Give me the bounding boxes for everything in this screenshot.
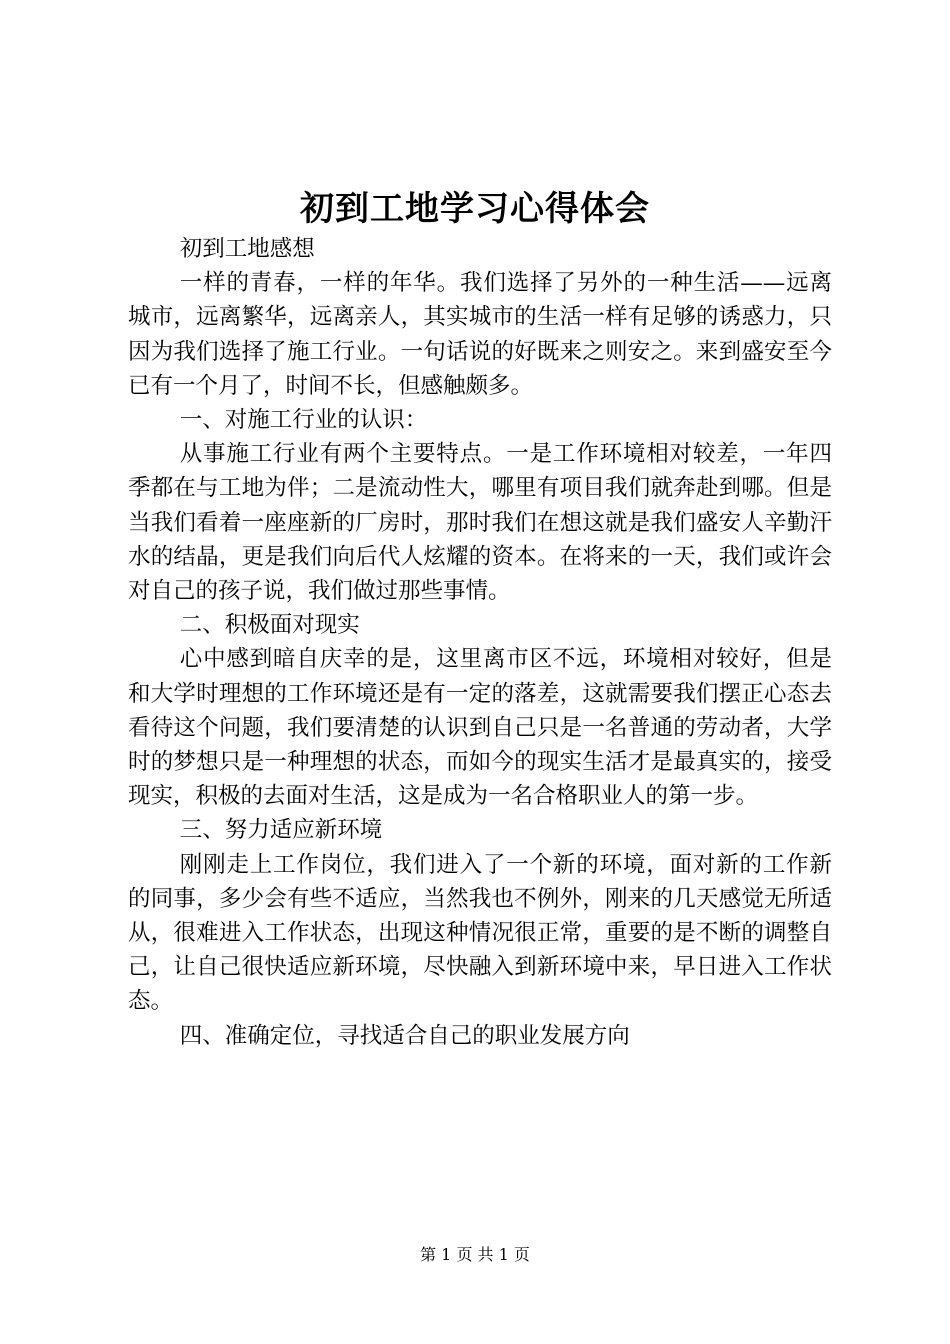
section-heading-2: 二、积极面对现实 [179,612,360,639]
section-heading-1: 一、对施工行业的认识： [179,407,428,434]
paragraph-section-1: 从事施工行业有两个主要特点。一是工作环境相对较差，一年四季都在与工地为伴；二是流动性大，哪里有项目我们就奔赴到哪。但是当我们看着一座座新的厂房时，那时我们在想这就是我们盛安人辛勤汗水的结晶，更是我们向后代人炫耀的资本。在将来的一天，我们或许会对自己的孩子说，我们做过那些事情。 [128,441,832,605]
page-number: 第 1 页 共 1 页 [420,1245,530,1264]
paragraph-intro: 一样的青春，一样的年华。我们选择了另外的一种生活——远离城市，远离繁华，远离亲人，其实城市的生活一样有足够的诱惑力，只因为我们选择了施工行业。一句话说的好既来之则安之。来到盛安至今已有一个月了，时间不长，但感触颇多。 [128,270,832,399]
document-body [128,232,832,1053]
page-title: 初到工地学习心得体会 [300,189,650,229]
section-heading-4: 四、准确定位，寻找适合自己的职业发展方向 [179,1022,630,1049]
paragraph-section-2: 心中感到暗自庆幸的是，这里离市区不远，环境相对较好，但是和大学时理想的工作环境还是有一定的落差，这就需要我们摆正心态去看待这个问题，我们要清楚的认识到自己只是一名普通的劳动者，大学时的梦想只是一种理想的状态，而如今的现实生活才是最真实的，接受现实，积极的去面对生活，这是成为一名合格职业人的第一步。 [128,646,832,810]
paragraph-subtitle: 初到工地感想 [179,236,315,262]
section-heading-3: 三、努力适应新环境 [179,817,383,844]
paragraph-section-3: 刚刚走上工作岗位，我们进入了一个新的环境，面对新的工作新的同事，多少会有些不适应，当然我也不例外，刚来的几天感觉无所适从，很难进入工作状态，出现这种情况很正常，重要的是不断的调整自己，让自己很快适应新环境，尽快融入到新环境中来，早日进入工作状态。 [128,851,832,1015]
